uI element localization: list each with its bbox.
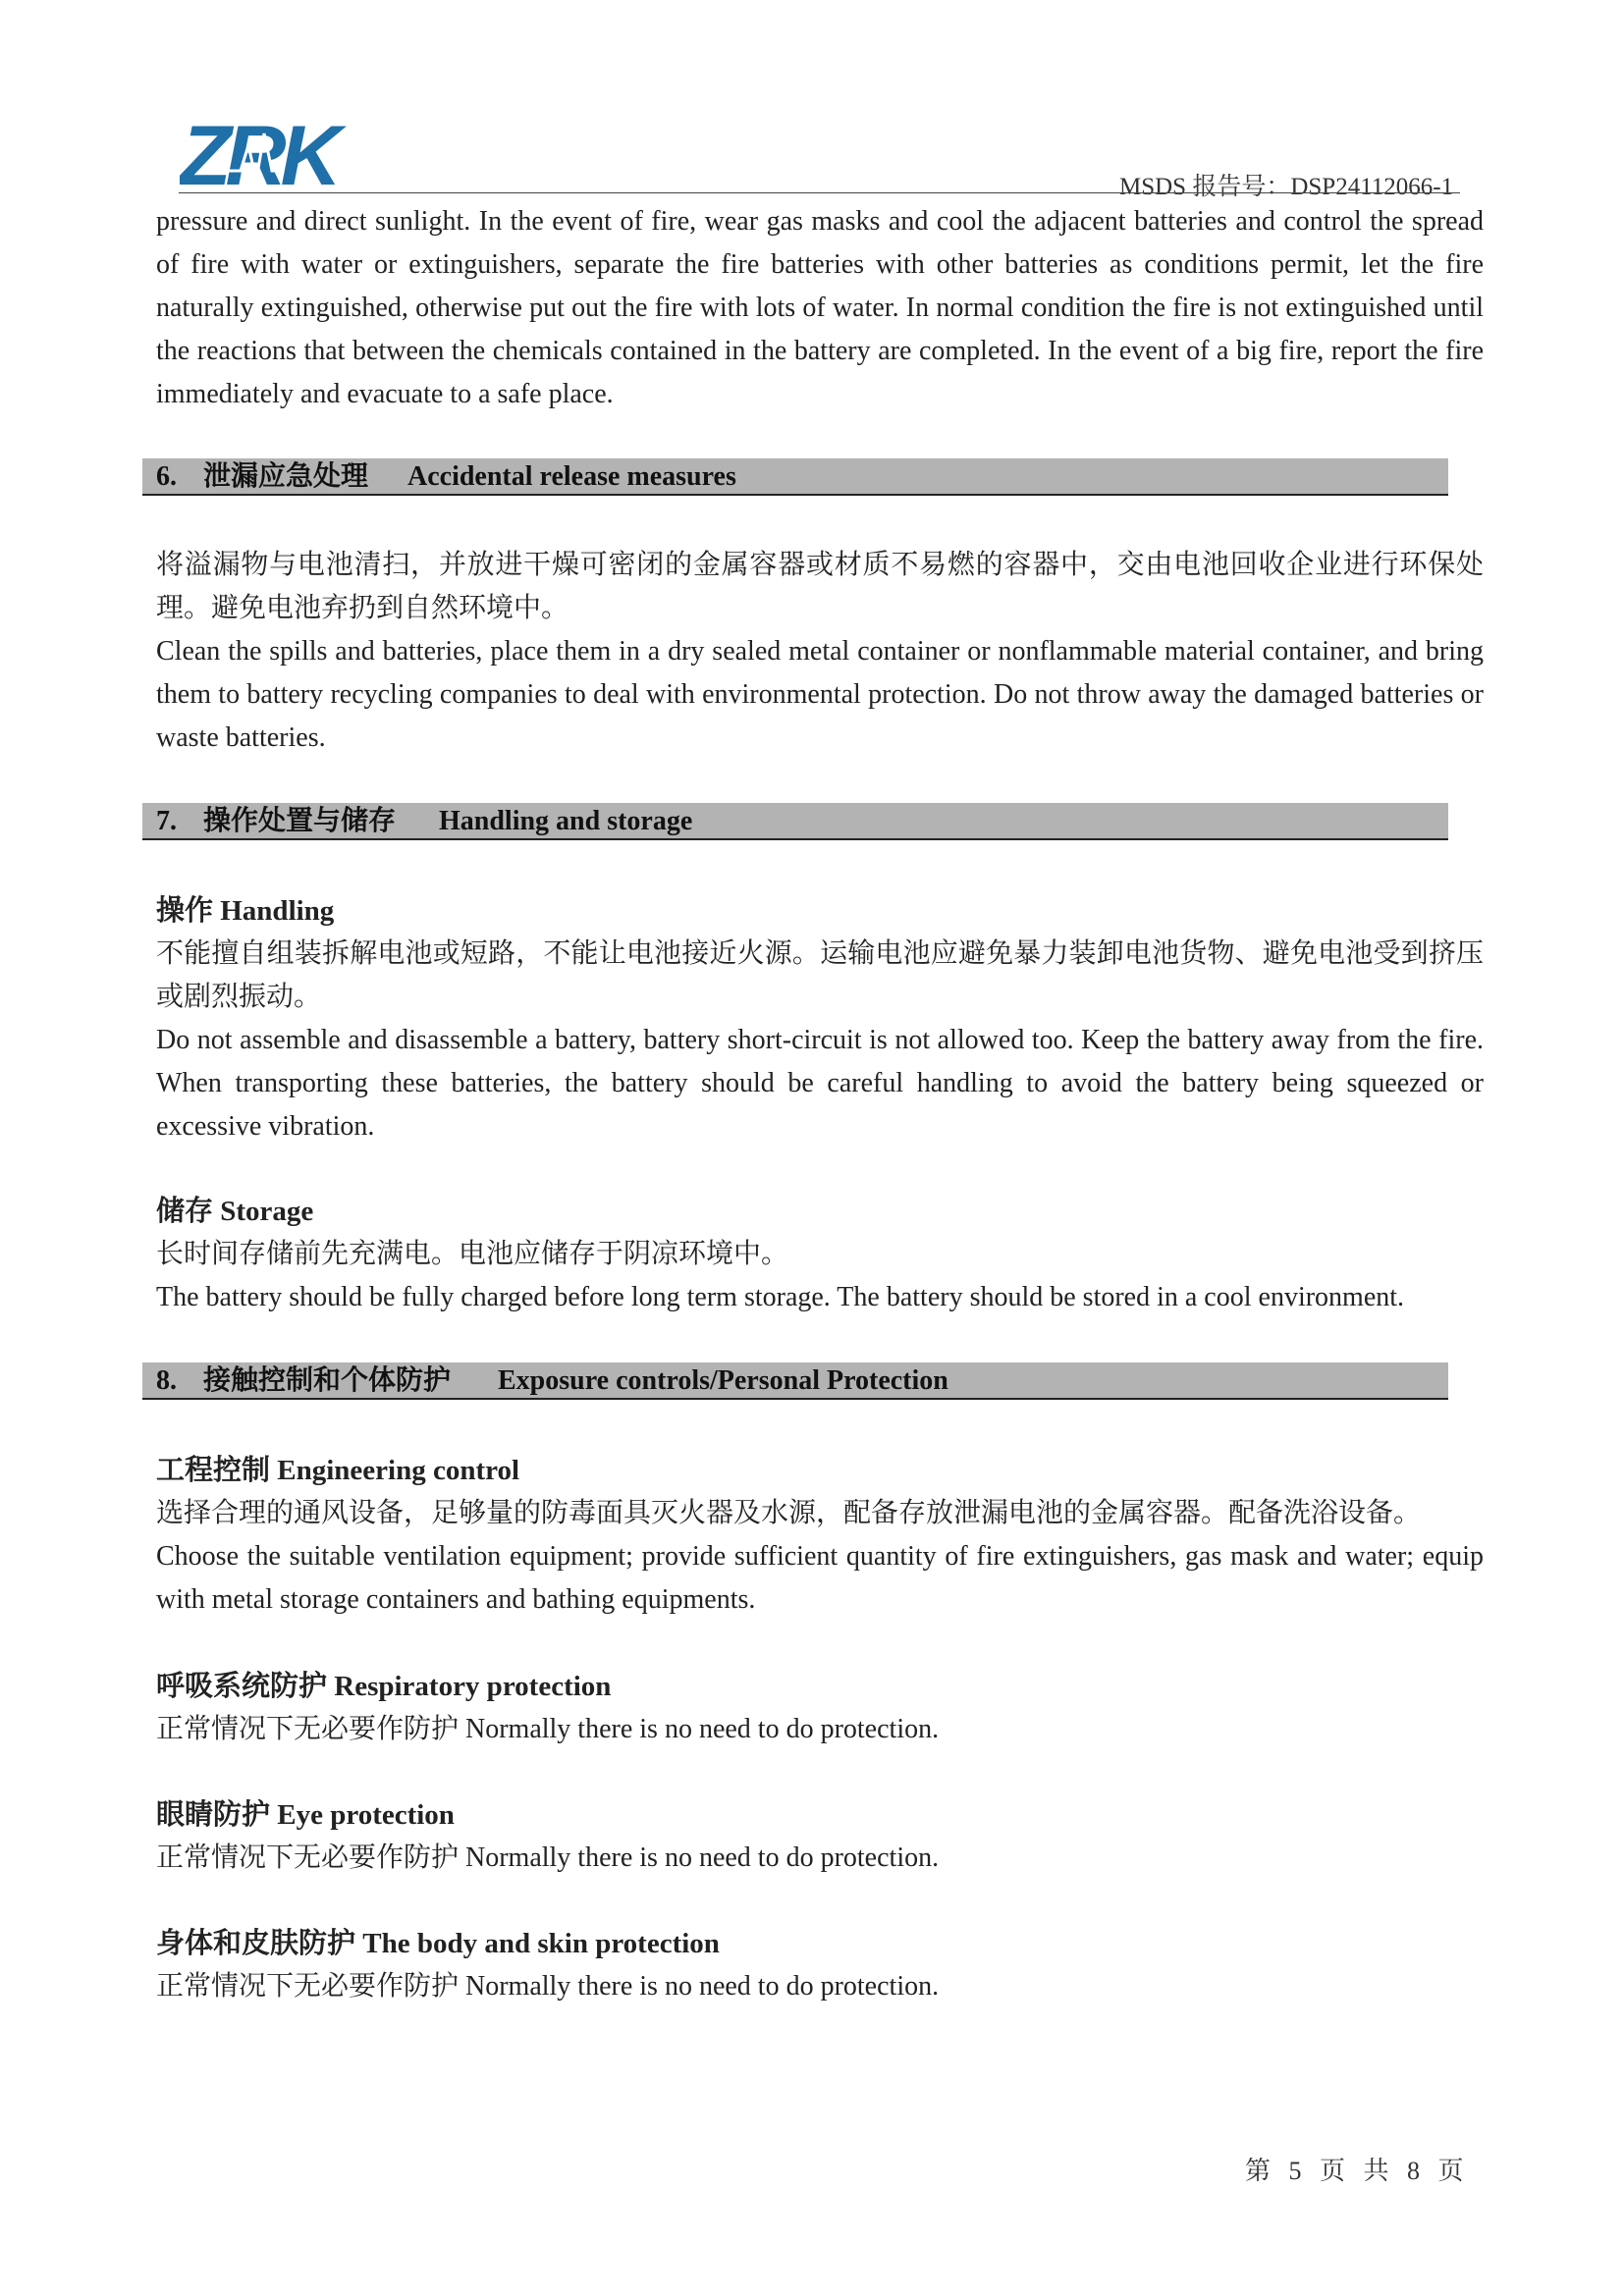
engineering-heading: 工程控制 Engineering control (156, 1455, 520, 1486)
respiratory-text: 正常情况下无必要作防护 Normally there is no need to do protection. (156, 1714, 940, 1744)
section-7-header (142, 803, 1448, 840)
header-divider (179, 192, 1460, 193)
fire-fighting-continued-text: pressure and direct sunlight. In the event of fire, wear gas masks and cool the adjacent batteries and control the spread of fire with water or extinguishers, separate the fire batteries with other batteries as conditions permit, let the fire naturally extinguished, otherwise put out the fire with lots of water. In normal condition the fire is not extinguished until the reactions that between the chemicals contained in the battery are completed. In the event of a big fire, report the fire immediately and evacuate to a safe place. (156, 206, 1484, 409)
section-6-text-en: Clean the spills and batteries, place them in a dry sealed metal container or nonflammable material container, and bring them to battery recycling companies to deal with environmental protection. Do not throw away the damaged batteries or waste batteries. (156, 636, 1484, 753)
section-6-title-cn: 泄漏应急处理 (203, 461, 369, 492)
body-skin-heading: 身体和皮肤防护 The body and skin protection (156, 1928, 720, 1959)
section-8-title-en: Exposure controls/Personal Protection (498, 1365, 948, 1396)
section-6-header (142, 458, 1448, 496)
storage-text-en: The battery should be fully charged before long term storage. The battery should be stored in a cool environment. (156, 1282, 1405, 1312)
section-6-text-cn: 将溢漏物与电池清扫，并放进干燥可密闭的金属容器或材质不易燃的容器中，交由电池回收企业进行环保处理。避免电池弃扔到自然环境中。 (156, 550, 1484, 623)
respiratory-heading: 呼吸系统防护 Respiratory protection (156, 1671, 612, 1702)
report-number: MSDS 报告号：DSP24112066-1 (1119, 174, 1454, 200)
engineering-text-cn: 选择合理的通风设备，足够量的防毒面具灭火器及水源，配备存放泄漏电池的金属容器。配备洗浴设备。 (156, 1498, 1422, 1528)
section-8-title-cn: 接触控制和个体防护 (203, 1365, 452, 1396)
eye-heading: 眼睛防护 Eye protection (156, 1799, 455, 1831)
section-8-header (142, 1362, 1448, 1400)
storage-text-cn: 长时间存储前先充满电。电池应储存于阴凉环境中。 (156, 1239, 789, 1269)
logo-text: ZRK (180, 116, 336, 192)
storage-heading: 储存 Storage (156, 1196, 314, 1227)
body-skin-text: 正常情况下无必要作防护 Normally there is no need to do protection. (156, 1971, 940, 2002)
eye-text: 正常情况下无必要作防护 Normally there is no need to do protection. (156, 1842, 940, 1873)
section-7-title-cn: 操作处置与储存 (203, 806, 397, 836)
section-8-number: 8. (156, 1365, 177, 1396)
handling-text-en: Do not assemble and disassemble a battery, battery short-circuit is not allowed too. Keep the battery away from the fire. When transporting these batteries, the battery should be careful handling to avoid the battery being squeezed or excessive vibration. (156, 1025, 1484, 1142)
section-6-number: 6. (156, 461, 177, 492)
section-7-number: 7. (156, 806, 177, 836)
section-6-title-en: Accidental release measures (407, 461, 736, 492)
section-7-title-en: Handling and storage (439, 806, 693, 836)
page-number: 第 5 页 共 8 页 (1245, 2157, 1467, 2185)
company-logo (180, 116, 366, 192)
engineering-text-en: Choose the suitable ventilation equipment; provide sufficient quantity of fire extinguishers, gas mask and water; equip with metal storage containers and bathing equipments. (156, 1541, 1484, 1615)
handling-heading: 操作 Handling (156, 895, 335, 927)
handling-text-cn: 不能擅自组装拆解电池或短路，不能让电池接近火源。运输电池应避免暴力装卸电池货物、避免电池受到挤压或剧烈振动。 (156, 938, 1484, 1012)
